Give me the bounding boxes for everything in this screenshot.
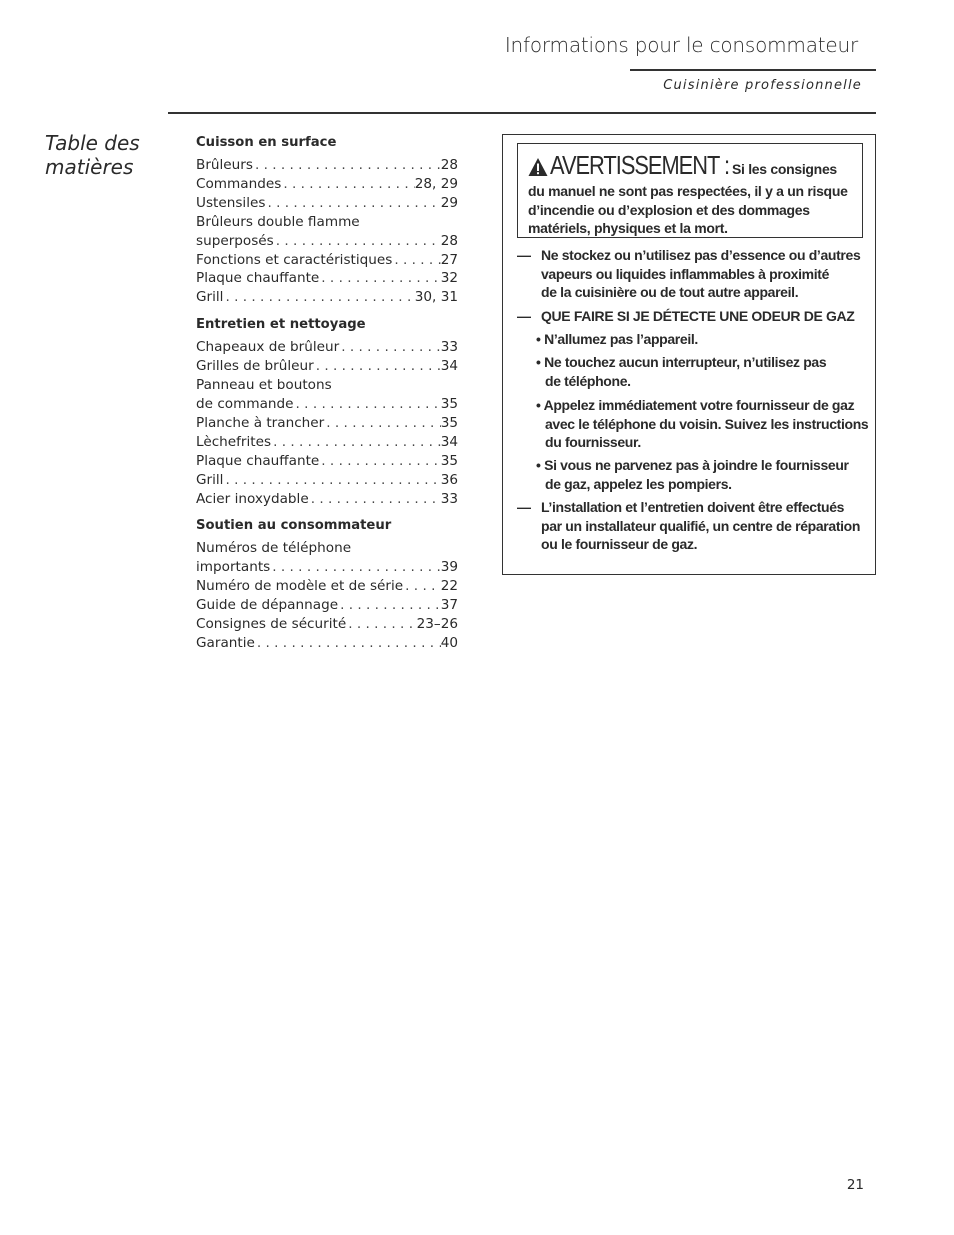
toc-label: Planche à trancher bbox=[196, 414, 325, 431]
warning-bullet bbox=[536, 353, 872, 390]
toc-entry[interactable] bbox=[196, 490, 458, 509]
toc-page: 34 bbox=[440, 358, 458, 375]
header-title: Informations pour le consommateur bbox=[504, 33, 858, 57]
warning-word: AVERTISSEMENT : bbox=[550, 150, 730, 180]
toc-dots bbox=[403, 577, 441, 596]
toc-group-care-cleaning bbox=[196, 316, 458, 508]
toc-page: 37 bbox=[440, 597, 458, 614]
toc-dots bbox=[314, 357, 441, 376]
toc-dots bbox=[294, 395, 441, 414]
toc-entry[interactable] bbox=[196, 251, 458, 270]
toc-entry[interactable] bbox=[196, 338, 458, 357]
toc-page: 39 bbox=[440, 559, 458, 576]
toc-dots bbox=[338, 596, 441, 615]
toc-entry bbox=[196, 558, 458, 577]
warning-bullet bbox=[536, 396, 872, 452]
toc-dots bbox=[309, 490, 441, 509]
toc-label: Numéros de téléphone bbox=[196, 540, 352, 557]
toc-page: 30, 31 bbox=[414, 289, 458, 306]
toc-entry-multiline[interactable] bbox=[196, 539, 458, 577]
dash-text-line: ou le fournisseur de gaz. bbox=[541, 536, 698, 553]
bullet-line: du fournisseur. bbox=[545, 434, 641, 451]
toc-dots bbox=[392, 251, 440, 270]
bullet-line: de gaz, appelez les pompiers. bbox=[545, 475, 732, 492]
toc-page: 29 bbox=[440, 194, 458, 211]
warning-bullet bbox=[536, 456, 872, 493]
toc-label: Grilles de brûleur bbox=[196, 358, 314, 375]
warning-title-row bbox=[528, 150, 837, 181]
toc-entry-multiline[interactable] bbox=[196, 213, 458, 251]
dash-text-line: de la cuisinière ou de tout autre appareil. bbox=[541, 284, 799, 301]
toc-dots bbox=[270, 558, 440, 577]
bullet-line: avec le téléphone du voisin. Suivez les instructions bbox=[545, 415, 869, 432]
header-rule bbox=[630, 69, 876, 71]
toc-dots bbox=[281, 175, 414, 194]
toc-entry[interactable] bbox=[196, 452, 458, 471]
toc-entry[interactable] bbox=[196, 156, 458, 175]
dash-mark: — bbox=[517, 247, 531, 263]
toc-label: Plaque chauffante bbox=[196, 452, 320, 469]
dash-text bbox=[541, 246, 873, 302]
toc-group-surface-cooking bbox=[196, 134, 458, 307]
toc-page: 23–26 bbox=[416, 616, 458, 633]
toc-label: Consignes de sécurité bbox=[196, 616, 347, 633]
bullet-line: de téléphone. bbox=[545, 372, 631, 389]
toc-label: Brûleurs bbox=[196, 157, 253, 173]
toc-page: 22 bbox=[440, 578, 458, 595]
bullet-line: • Ne touchez aucun interrupteur, n’utilisez pas bbox=[536, 354, 827, 370]
dash-text-line: vapeurs ou liquides inflammables à proximité bbox=[541, 265, 830, 282]
section-title bbox=[45, 131, 185, 179]
dash-text bbox=[541, 307, 873, 326]
toc-heading: Cuisson en surface bbox=[196, 135, 337, 150]
toc-entry[interactable] bbox=[196, 414, 458, 433]
toc-page: 33 bbox=[440, 490, 458, 507]
warning-bullet bbox=[536, 330, 872, 349]
toc-entry[interactable] bbox=[196, 596, 458, 615]
toc-label: Grill bbox=[196, 471, 224, 488]
toc-label: Plaque chauffante bbox=[196, 270, 320, 287]
table-of-contents bbox=[196, 134, 458, 662]
bullet-line: • Appelez immédiatement votre fournisseur de gaz bbox=[536, 397, 855, 413]
toc-page: 28, 29 bbox=[414, 175, 458, 192]
toc-group-consumer-support bbox=[196, 517, 458, 652]
toc-label: Garantie bbox=[196, 634, 255, 651]
toc-label: Numéro de modèle et de série bbox=[196, 578, 404, 595]
toc-entry[interactable] bbox=[196, 175, 458, 194]
warning-dash-item bbox=[517, 246, 873, 302]
toc-heading: Entretien et nettoyage bbox=[196, 317, 366, 333]
warning-header-box bbox=[517, 143, 863, 238]
warning-body-line: du manuel ne sont pas respectées, il y a un risque bbox=[528, 183, 848, 199]
toc-entry[interactable] bbox=[196, 615, 458, 634]
warning-box bbox=[502, 134, 876, 575]
toc-entry bbox=[196, 395, 458, 414]
page-number: 21 bbox=[846, 1177, 864, 1193]
toc-label: superposés bbox=[196, 232, 274, 249]
toc-entry[interactable] bbox=[196, 433, 458, 452]
toc-label: Chapeaux de brûleur bbox=[196, 339, 340, 356]
toc-dots bbox=[339, 338, 440, 357]
toc-entry bbox=[196, 232, 458, 251]
warning-body-line: d’incendie ou d’explosion et des dommages bbox=[528, 201, 810, 218]
section-title-line: Table des bbox=[45, 131, 140, 155]
toc-dots bbox=[255, 634, 441, 653]
toc-page: 35 bbox=[440, 414, 458, 431]
toc-entry[interactable] bbox=[196, 357, 458, 376]
toc-label: Ustensiles bbox=[196, 194, 266, 211]
toc-page: 35 bbox=[440, 395, 458, 412]
toc-entry[interactable] bbox=[196, 194, 458, 213]
warning-lead: Si les consignes bbox=[732, 161, 837, 177]
dash-text-line: QUE FAIRE SI JE DÉTECTE UNE ODEUR DE GAZ bbox=[541, 308, 855, 324]
toc-entry[interactable] bbox=[196, 577, 458, 596]
toc-label: Panneau et boutons bbox=[196, 377, 332, 394]
toc-label: Commandes bbox=[196, 175, 282, 192]
toc-page: 34 bbox=[440, 433, 458, 450]
toc-page: 27 bbox=[440, 251, 458, 268]
toc-dots bbox=[319, 452, 440, 471]
main-rule bbox=[168, 112, 876, 114]
toc-page: 40 bbox=[440, 634, 458, 651]
toc-label: Acier inoxydable bbox=[196, 490, 309, 507]
toc-label: Fonctions et caractéristiques bbox=[196, 251, 393, 268]
toc-dots bbox=[265, 194, 440, 213]
dash-text-line: L’installation et l’entretien doivent être effectués bbox=[541, 499, 845, 515]
warning-body-line: matériels, physiques et la mort. bbox=[528, 220, 728, 237]
dash-mark: — bbox=[517, 308, 531, 324]
header-subtitle: Cuisinière professionnelle bbox=[663, 78, 862, 93]
toc-entry[interactable] bbox=[196, 269, 458, 288]
toc-dots bbox=[223, 288, 414, 307]
toc-page: 28 bbox=[440, 157, 458, 173]
toc-dots bbox=[274, 232, 441, 251]
toc-label: Grill bbox=[196, 289, 224, 306]
warning-triangle-icon bbox=[528, 157, 548, 177]
toc-dots bbox=[324, 414, 440, 433]
warning-dash-item bbox=[517, 307, 873, 326]
toc-page: 33 bbox=[440, 339, 458, 356]
dash-text-line: par un installateur qualifié, un centre de réparation bbox=[541, 517, 861, 534]
section-title-line: matières bbox=[45, 155, 134, 179]
toc-entry-multiline[interactable] bbox=[196, 376, 458, 414]
toc-page: 35 bbox=[440, 452, 458, 469]
dash-mark: — bbox=[517, 499, 531, 515]
toc-entry[interactable] bbox=[196, 471, 458, 490]
toc-page: 32 bbox=[440, 270, 458, 287]
bullet-line: • N’allumez pas l’appareil. bbox=[536, 331, 698, 347]
toc-entry[interactable] bbox=[196, 634, 458, 653]
toc-dots bbox=[253, 156, 441, 175]
toc-label: Brûleurs double flamme bbox=[196, 213, 360, 230]
toc-page: 36 bbox=[440, 471, 458, 488]
warning-dash-item bbox=[517, 498, 873, 554]
toc-dots bbox=[271, 433, 441, 452]
toc-label: Guide de dépannage bbox=[196, 597, 339, 614]
toc-dots bbox=[223, 471, 440, 490]
toc-heading: Soutien au consommateur bbox=[196, 518, 392, 534]
toc-dots bbox=[346, 615, 416, 634]
toc-page: 28 bbox=[440, 232, 458, 249]
dash-text bbox=[541, 498, 873, 554]
toc-label: de commande bbox=[196, 395, 294, 412]
toc-label: Lèchefrites bbox=[196, 433, 272, 450]
bullet-line: • Si vous ne parvenez pas à joindre le fournisseur bbox=[536, 457, 849, 473]
toc-dots bbox=[319, 269, 440, 288]
dash-text-line: Ne stockez ou n’utilisez pas d’essence ou d’autres bbox=[541, 247, 861, 263]
toc-entry[interactable] bbox=[196, 288, 458, 307]
warning-body bbox=[528, 182, 858, 238]
toc-label: importants bbox=[196, 559, 271, 576]
